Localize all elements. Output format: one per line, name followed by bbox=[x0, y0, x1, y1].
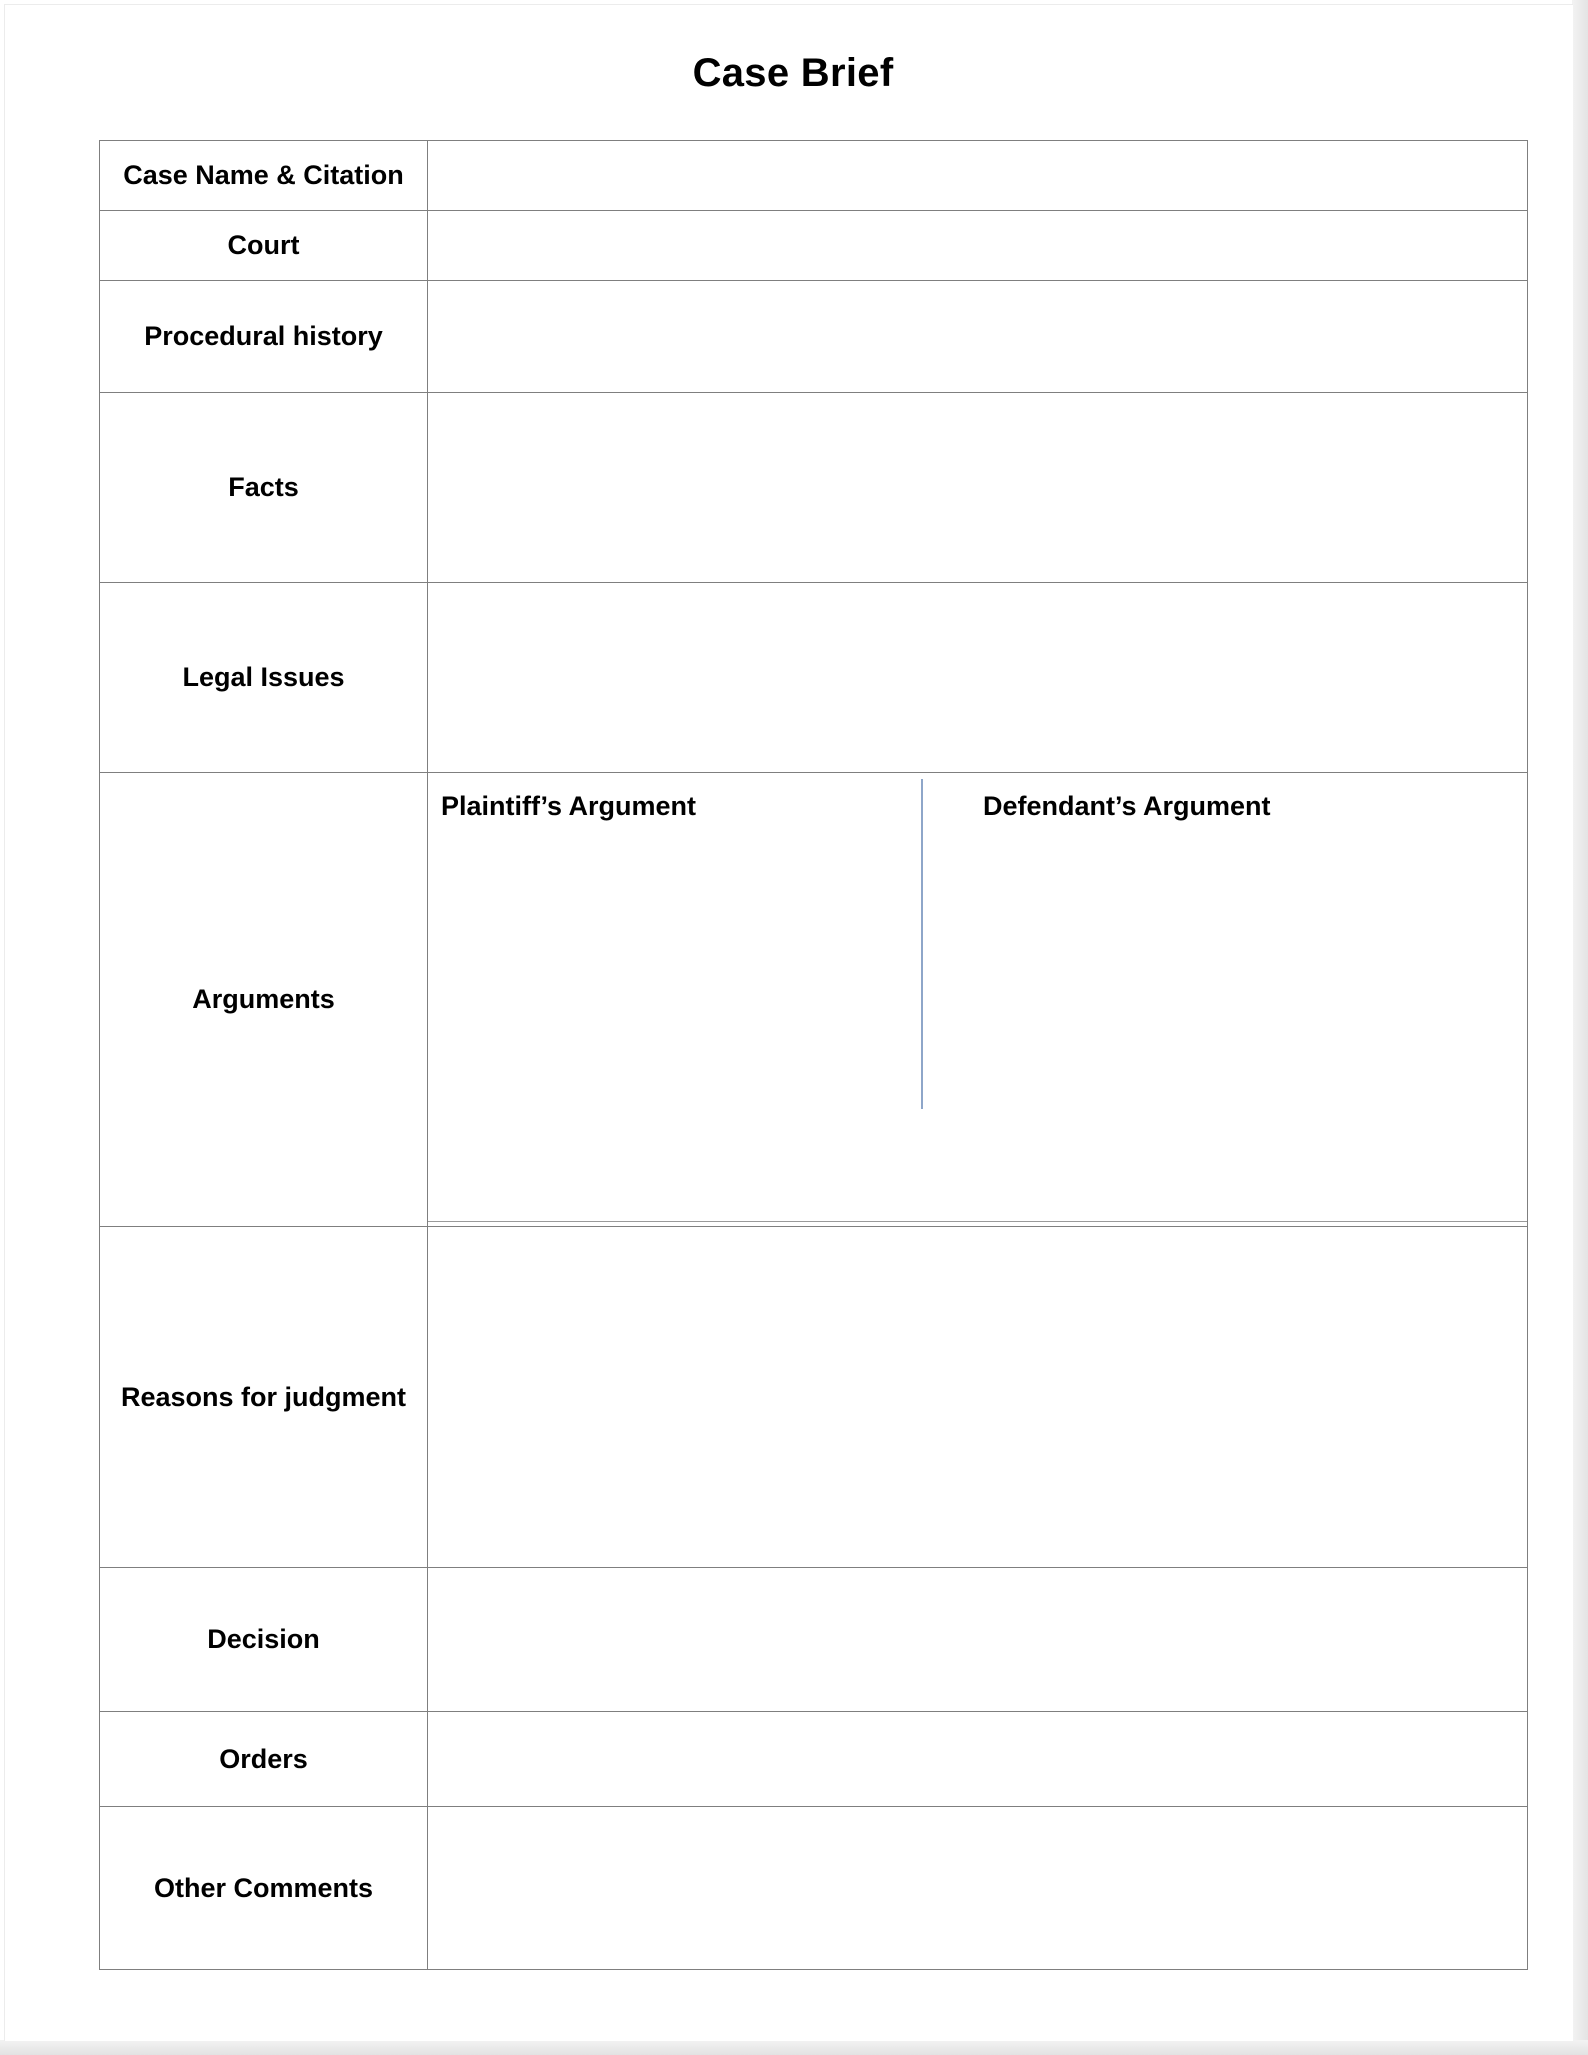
label-arguments: Arguments bbox=[100, 773, 428, 1227]
label-case-name: Case Name & Citation bbox=[100, 141, 428, 211]
field-procedural-history[interactable] bbox=[428, 281, 1528, 393]
row-reasons bbox=[100, 1227, 1528, 1568]
label-reasons: Reasons for judgment bbox=[100, 1227, 428, 1568]
document-page bbox=[4, 4, 1573, 2041]
field-decision[interactable] bbox=[428, 1568, 1528, 1712]
row-arguments bbox=[100, 773, 1528, 1227]
field-arguments bbox=[428, 773, 1528, 1227]
row-court bbox=[100, 211, 1528, 281]
page-shadow-bottom bbox=[0, 2040, 1588, 2055]
field-facts[interactable] bbox=[428, 393, 1528, 583]
arguments-divider bbox=[921, 779, 923, 1109]
label-facts: Facts bbox=[100, 393, 428, 583]
defendant-argument-label: Defendant’s Argument bbox=[983, 791, 1271, 821]
label-decision: Decision bbox=[100, 1568, 428, 1712]
label-court: Court bbox=[100, 211, 428, 281]
field-legal-issues[interactable] bbox=[428, 583, 1528, 773]
label-other-comments: Other Comments bbox=[100, 1807, 428, 1970]
field-other-comments[interactable] bbox=[428, 1807, 1528, 1970]
label-orders: Orders bbox=[100, 1712, 428, 1807]
row-facts bbox=[100, 393, 1528, 583]
case-brief-table bbox=[99, 140, 1528, 1970]
row-legal-issues bbox=[100, 583, 1528, 773]
row-orders bbox=[100, 1712, 1528, 1807]
row-decision bbox=[100, 1568, 1528, 1712]
row-case-name bbox=[100, 141, 1528, 211]
field-orders[interactable] bbox=[428, 1712, 1528, 1807]
page-title: Case Brief bbox=[692, 51, 894, 95]
field-reasons[interactable] bbox=[428, 1227, 1528, 1568]
label-legal-issues: Legal Issues bbox=[100, 583, 428, 773]
plaintiff-argument-label: Plaintiff’s Argument bbox=[441, 791, 696, 821]
arguments-bottom-rule bbox=[428, 1221, 1527, 1222]
row-other-comments bbox=[100, 1807, 1528, 1970]
label-procedural-history: Procedural history bbox=[100, 281, 428, 393]
arguments-panel bbox=[428, 773, 1527, 1226]
row-procedural-history bbox=[100, 281, 1528, 393]
field-court[interactable] bbox=[428, 211, 1528, 281]
page-shadow-right bbox=[1572, 0, 1588, 2055]
field-case-name[interactable] bbox=[428, 141, 1528, 211]
